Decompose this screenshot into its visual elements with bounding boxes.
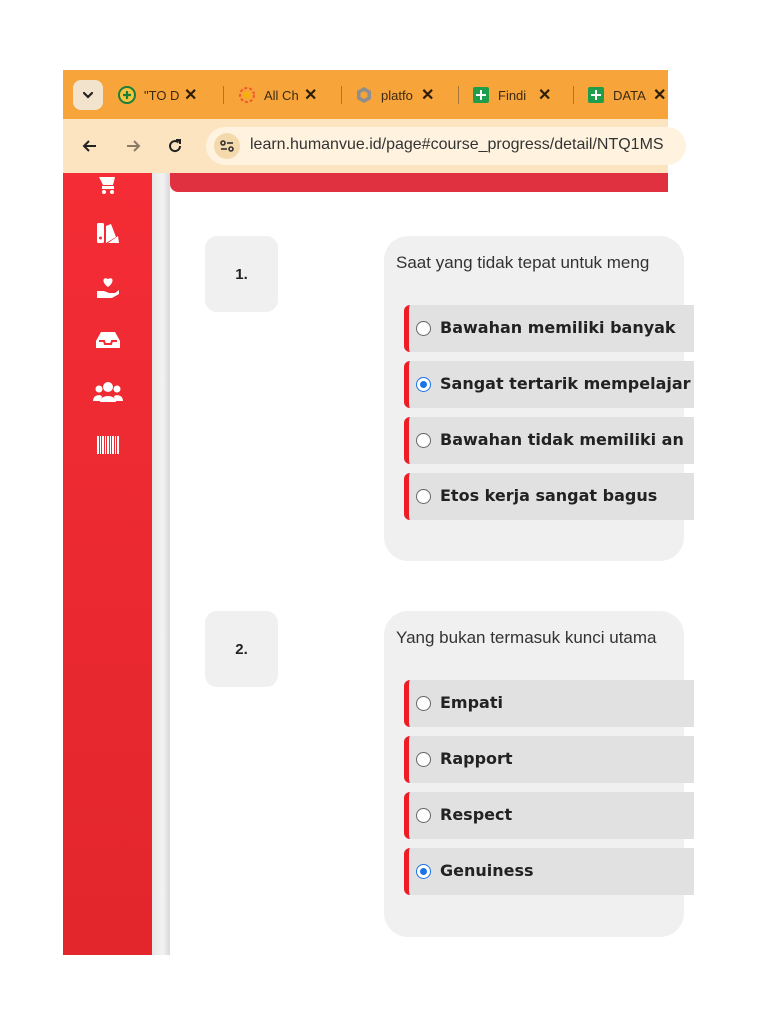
question-number: 1. [235, 265, 248, 283]
close-icon[interactable]: ✕ [538, 87, 552, 104]
answer-option[interactable] [404, 417, 694, 464]
sidebar-shadow [152, 173, 170, 955]
radio-button[interactable] [416, 321, 431, 336]
tab-title: "TO D [144, 87, 180, 103]
tab-strip [63, 70, 668, 119]
tab-title: platfo [381, 87, 413, 103]
option-label: Bawahan memiliki banyak [440, 318, 676, 337]
close-icon[interactable]: ✕ [304, 87, 318, 104]
tab-platform[interactable] [355, 78, 434, 112]
radio-button[interactable] [416, 864, 431, 879]
question-text: Yang bukan termasuk kunci utama [396, 628, 657, 647]
tab-title: Findi [498, 87, 527, 103]
tab-all-ch[interactable] [238, 78, 317, 112]
close-icon[interactable]: ✕ [421, 87, 435, 104]
tab-data[interactable] [587, 78, 666, 112]
flame-icon [238, 86, 256, 104]
browser-toolbar [63, 119, 668, 173]
tab-title: All Ch [264, 87, 299, 103]
tab-search-button[interactable] [73, 80, 103, 110]
answer-option[interactable] [404, 680, 694, 727]
address-bar[interactable] [206, 127, 686, 165]
header-banner [170, 173, 668, 192]
tab-divider [458, 86, 459, 104]
arrow-left-icon [81, 137, 99, 155]
tab-to-do[interactable] [118, 78, 197, 112]
tab-findings[interactable] [472, 78, 551, 112]
tab-divider [573, 86, 574, 104]
forward-button[interactable] [119, 132, 147, 160]
arrow-right-icon [124, 137, 142, 155]
barcode-icon[interactable] [93, 432, 123, 458]
back-button[interactable] [76, 132, 104, 160]
hexagon-icon [355, 86, 373, 104]
cart-icon[interactable] [93, 173, 123, 199]
tab-title: DATA [613, 87, 646, 103]
swatches-icon[interactable] [93, 220, 123, 246]
reload-icon [166, 137, 184, 155]
sidebar [63, 173, 152, 955]
tab-divider [341, 86, 342, 104]
answer-option[interactable] [404, 792, 694, 839]
close-icon[interactable]: ✕ [184, 87, 198, 104]
sheets-icon [472, 86, 490, 104]
answer-option[interactable] [404, 361, 694, 408]
tab-divider [223, 86, 224, 104]
radio-button[interactable] [416, 752, 431, 767]
question-card [384, 236, 691, 561]
plus-circle-icon [118, 86, 136, 104]
option-label: Empati [440, 693, 503, 712]
option-label: Etos kerja sangat bagus [440, 486, 658, 505]
radio-button[interactable] [416, 808, 431, 823]
option-label: Sangat tertarik mempelajar [440, 374, 691, 393]
answer-option[interactable] [404, 736, 694, 783]
browser-window [63, 70, 691, 955]
close-icon[interactable]: ✕ [653, 87, 667, 104]
heart-hand-icon[interactable] [93, 274, 123, 300]
inbox-icon[interactable] [93, 327, 123, 353]
answer-option[interactable] [404, 305, 694, 352]
question-card [384, 611, 684, 937]
radio-button[interactable] [416, 696, 431, 711]
reload-button[interactable] [161, 132, 189, 160]
option-label: Respect [440, 805, 513, 824]
tune-icon [219, 139, 235, 153]
radio-button[interactable] [416, 433, 431, 448]
answer-option[interactable] [404, 473, 694, 520]
question-number-box [205, 236, 278, 312]
option-label: Bawahan tidak memiliki an [440, 430, 684, 449]
chevron-down-icon [81, 88, 95, 102]
main-content [170, 173, 691, 955]
radio-button[interactable] [416, 377, 431, 392]
radio-button[interactable] [416, 489, 431, 504]
question-text: Saat yang tidak tepat untuk meng [396, 253, 650, 272]
question-number-box [205, 611, 278, 687]
sheets-icon [587, 86, 605, 104]
site-info-button[interactable] [214, 133, 240, 159]
question-number: 2. [235, 640, 248, 658]
answer-option[interactable] [404, 848, 694, 895]
url-text: learn.humanvue.id/page#course_progress/detail/NTQ1MS [250, 136, 664, 153]
option-label: Genuiness [440, 861, 534, 880]
option-label: Rapport [440, 749, 513, 768]
users-icon[interactable] [93, 379, 123, 405]
